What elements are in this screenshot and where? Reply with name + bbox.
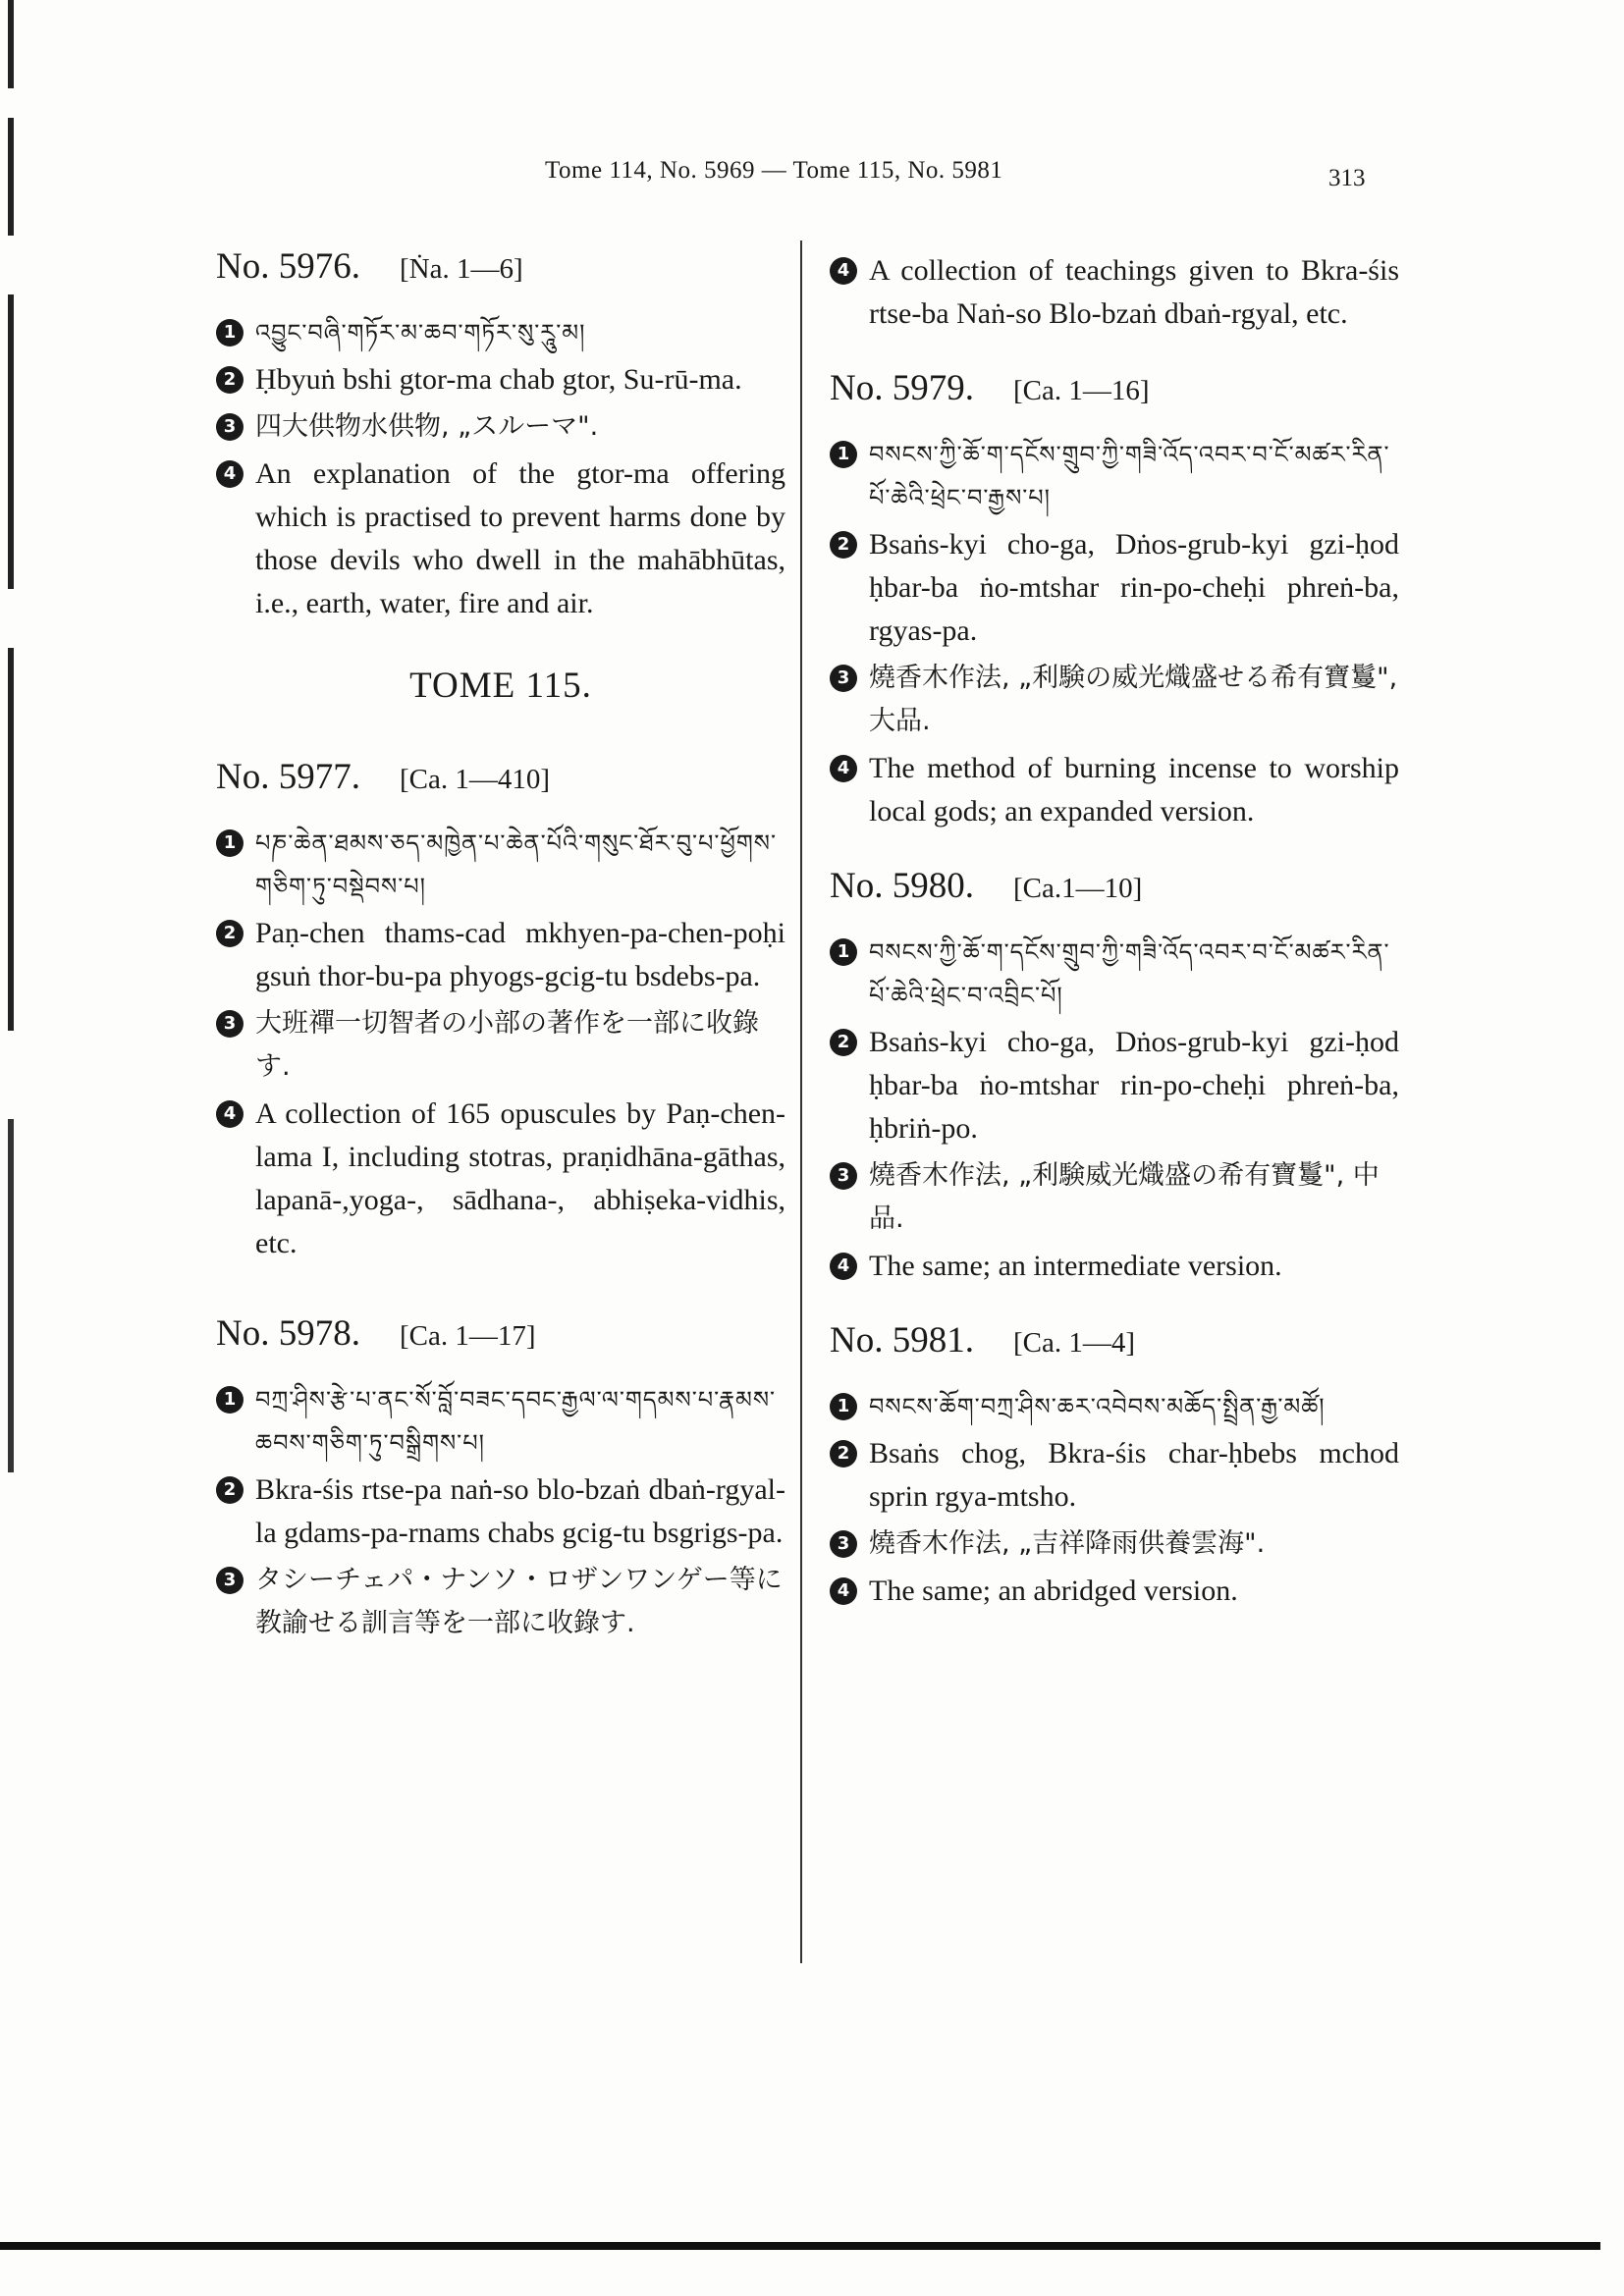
page-number: 313 bbox=[1328, 165, 1366, 191]
item-description bbox=[830, 249, 1399, 336]
entry-heading-5981 bbox=[830, 1319, 1399, 1362]
item-japanese bbox=[216, 405, 785, 449]
circled-number: 2 bbox=[830, 1440, 857, 1468]
item-description bbox=[830, 1245, 1399, 1288]
item-transliteration bbox=[216, 1468, 785, 1555]
circled-number: 1 bbox=[216, 1386, 244, 1414]
circled-number: 3 bbox=[216, 1567, 244, 1594]
entry-number: No. 5980. bbox=[830, 866, 974, 906]
circled-number: 1 bbox=[216, 319, 244, 347]
entry-number: No. 5981. bbox=[830, 1320, 974, 1361]
entry-heading-5979 bbox=[830, 367, 1399, 409]
scan-edge-shadow bbox=[8, 0, 14, 1472]
entry-reference: [Ca. 1—17] bbox=[399, 1320, 536, 1352]
circled-number: 4 bbox=[216, 1100, 244, 1128]
item-tibetan bbox=[216, 311, 785, 354]
item-tibetan bbox=[830, 433, 1399, 519]
item-japanese bbox=[830, 657, 1399, 743]
circled-number: 1 bbox=[216, 829, 244, 857]
entry-heading-5977 bbox=[216, 756, 785, 798]
entry-heading-5976 bbox=[216, 245, 785, 288]
japanese-title: 四大供物水供物, „スルーマ". bbox=[255, 411, 599, 442]
tibetan-title: འབྱུང་བཞི་གཏོར་མ་ཆབ་གཏོར་སུ་རཱུ་མ། bbox=[255, 319, 586, 347]
item-japanese bbox=[216, 1002, 785, 1089]
circled-number: 2 bbox=[830, 1029, 857, 1056]
circled-number: 3 bbox=[830, 1162, 857, 1190]
entry-number: No. 5976. bbox=[216, 246, 360, 287]
item-transliteration bbox=[216, 912, 785, 998]
japanese-title: 燒香木作法, „利験の威光熾盛せる希有寶鬘", 大品. bbox=[869, 663, 1398, 736]
entry-reference: [Ca.1—10] bbox=[1012, 873, 1143, 904]
circled-number: 2 bbox=[216, 1476, 244, 1504]
entry-reference: [Ṅa. 1—6] bbox=[399, 253, 523, 285]
tibetan-title: བསངས་ཆོག་བཀྲ་ཤིས་ཆར་འབེབས་མཆོད་སྤྲིན་རྒྱ་མཚོ། bbox=[869, 1393, 1326, 1420]
right-column bbox=[830, 245, 1399, 1617]
circled-number: 3 bbox=[216, 1010, 244, 1038]
circled-number: 4 bbox=[830, 257, 857, 285]
tibetan-title: བཀྲ་ཤིས་རྩེ་པ་ནང་སོ་བློ་བཟང་དབང་རྒྱལ་ལ་གདམས་པ་རྣམས་ཆབས་གཅིག་ཏུ་བསྒྲིགས་པ། bbox=[255, 1386, 777, 1457]
item-description bbox=[830, 1570, 1399, 1613]
circled-number: 1 bbox=[830, 1393, 857, 1420]
circled-number: 2 bbox=[830, 531, 857, 559]
transliteration: Paṇ-chen thams-cad mkhyen-pa-chen-poḥi gsuṅ thor-bu-pa phyogs-gcig-tu bsdebs-pa. bbox=[255, 917, 785, 992]
entry-number: No. 5978. bbox=[216, 1313, 360, 1354]
running-header: Tome 114, No. 5969 — Tome 115, No. 5981 bbox=[545, 157, 1003, 184]
item-tibetan bbox=[216, 822, 785, 908]
entry-number: No. 5979. bbox=[830, 368, 974, 408]
circled-number: 1 bbox=[830, 441, 857, 468]
item-description bbox=[830, 747, 1399, 833]
tibetan-title: པཎ་ཆེན་ཐམས་ཅད་མཁྱེན་པ་ཆེན་པོའི་གསུང་ཐོར་བུ་པ་ཕྱོགས་གཅིག་ཏུ་བསྡེབས་པ། bbox=[255, 829, 777, 900]
circled-number: 4 bbox=[216, 460, 244, 488]
item-transliteration bbox=[830, 1432, 1399, 1519]
circled-number: 4 bbox=[830, 1577, 857, 1605]
item-transliteration bbox=[216, 358, 785, 401]
item-description bbox=[216, 453, 785, 625]
item-tibetan bbox=[216, 1378, 785, 1465]
japanese-title: タシーチェパ・ナンソ・ロザンワンゲー等に教諭せる訓言等を一部に收錄す. bbox=[255, 1565, 783, 1638]
entry-heading-5980 bbox=[830, 865, 1399, 907]
circled-number: 2 bbox=[216, 920, 244, 947]
entry-number: No. 5977. bbox=[216, 757, 360, 797]
transliteration: Bsaṅs-kyi cho-ga, Dṅos-grub-kyi gzi-ḥod ḥbar-ba ṅo-mtshar rin-po-cheḥi phreṅ-ba, ḥbriṅ-po. bbox=[869, 1026, 1399, 1145]
entry-reference: [Ca. 1—16] bbox=[1012, 375, 1150, 406]
item-japanese bbox=[216, 1559, 785, 1645]
item-description bbox=[216, 1093, 785, 1265]
english-description: The same; an intermediate version. bbox=[869, 1250, 1282, 1282]
english-description: A collection of teachings given to Bkra-śis rtse-ba Naṅ-so Blo-bzaṅ dbaṅ-rgyal, etc. bbox=[869, 254, 1399, 330]
circled-number: 3 bbox=[216, 413, 244, 441]
item-tibetan bbox=[830, 931, 1399, 1017]
tome-heading: TOME 115. bbox=[409, 666, 592, 706]
item-japanese bbox=[830, 1522, 1399, 1566]
column-divider bbox=[800, 240, 802, 1963]
transliteration: Bsaṅs-kyi cho-ga, Dṅos-grub-kyi gzi-ḥod ḥbar-ba ṅo-mtshar rin-po-cheḥi phreṅ-ba, rgyas-pa. bbox=[869, 528, 1399, 647]
japanese-title: 燒香木作法, „利験威光熾盛の希有寶鬘", 中品. bbox=[869, 1160, 1380, 1234]
tibetan-title: བསངས་ཀྱི་ཆོ་ག་དངོས་གྲུབ་ཀྱི་གཟི་འོད་འབར་བ་ངོ་མཚར་རིན་པོ་ཆེའི་ཕྲེང་བ་འབྲིང་པོ། bbox=[869, 938, 1390, 1009]
circled-number: 3 bbox=[830, 1530, 857, 1558]
tibetan-title: བསངས་ཀྱི་ཆོ་ག་དངོས་གྲུབ་ཀྱི་གཟི་འོད་འབར་བ་ངོ་མཚར་རིན་པོ་ཆེའི་ཕྲེང་བ་རྒྱས་པ། bbox=[869, 441, 1390, 511]
transliteration: Bsaṅs chog, Bkra-śis char-ḥbebs mchod sprin rgya-mtsho. bbox=[869, 1437, 1399, 1513]
entry-reference: [Ca. 1—4] bbox=[1012, 1327, 1136, 1359]
item-transliteration bbox=[830, 1021, 1399, 1150]
transliteration: Bkra-śis rtse-pa naṅ-so blo-bzaṅ dbaṅ-rgyal-la gdams-pa-rnams chabs gcig-tu bsgrigs-pa. bbox=[255, 1473, 785, 1549]
english-description: The same; an abridged version. bbox=[869, 1575, 1238, 1607]
english-description: The method of burning incense to worship local gods; an expanded version. bbox=[869, 752, 1399, 828]
circled-number: 2 bbox=[216, 366, 244, 394]
circled-number: 3 bbox=[830, 665, 857, 692]
circled-number: 4 bbox=[830, 755, 857, 782]
item-transliteration bbox=[830, 523, 1399, 653]
item-tibetan bbox=[830, 1385, 1399, 1428]
entry-heading-5978 bbox=[216, 1312, 785, 1355]
scan-bottom-edge bbox=[0, 2242, 1600, 2250]
item-japanese bbox=[830, 1154, 1399, 1241]
circled-number: 1 bbox=[830, 938, 857, 966]
left-column bbox=[216, 245, 785, 1649]
entry-reference: [Ca. 1—410] bbox=[399, 764, 551, 795]
english-description: A collection of 165 opuscules by Paṇ-chen-lama I, including stotras, praṇidhāna-gāthas, lapanā-,yoga-, sādhana-, abhiṣeka-vidhis, etc. bbox=[255, 1097, 785, 1259]
english-description: An explanation of the gtor-ma offering which is practised to prevent harms done by those devils who dwell in the mahābhūtas, i.e., earth, water, fire and air. bbox=[255, 457, 785, 619]
japanese-title: 燒香木作法, „吉祥降雨供養雲海". bbox=[869, 1528, 1266, 1559]
japanese-title: 大班禪一切智者の小部の著作を一部に收錄す. bbox=[255, 1008, 759, 1082]
circled-number: 4 bbox=[830, 1253, 857, 1280]
transliteration: Ḥbyuṅ bshi gtor-ma chab gtor, Su-rū-ma. bbox=[255, 363, 742, 396]
